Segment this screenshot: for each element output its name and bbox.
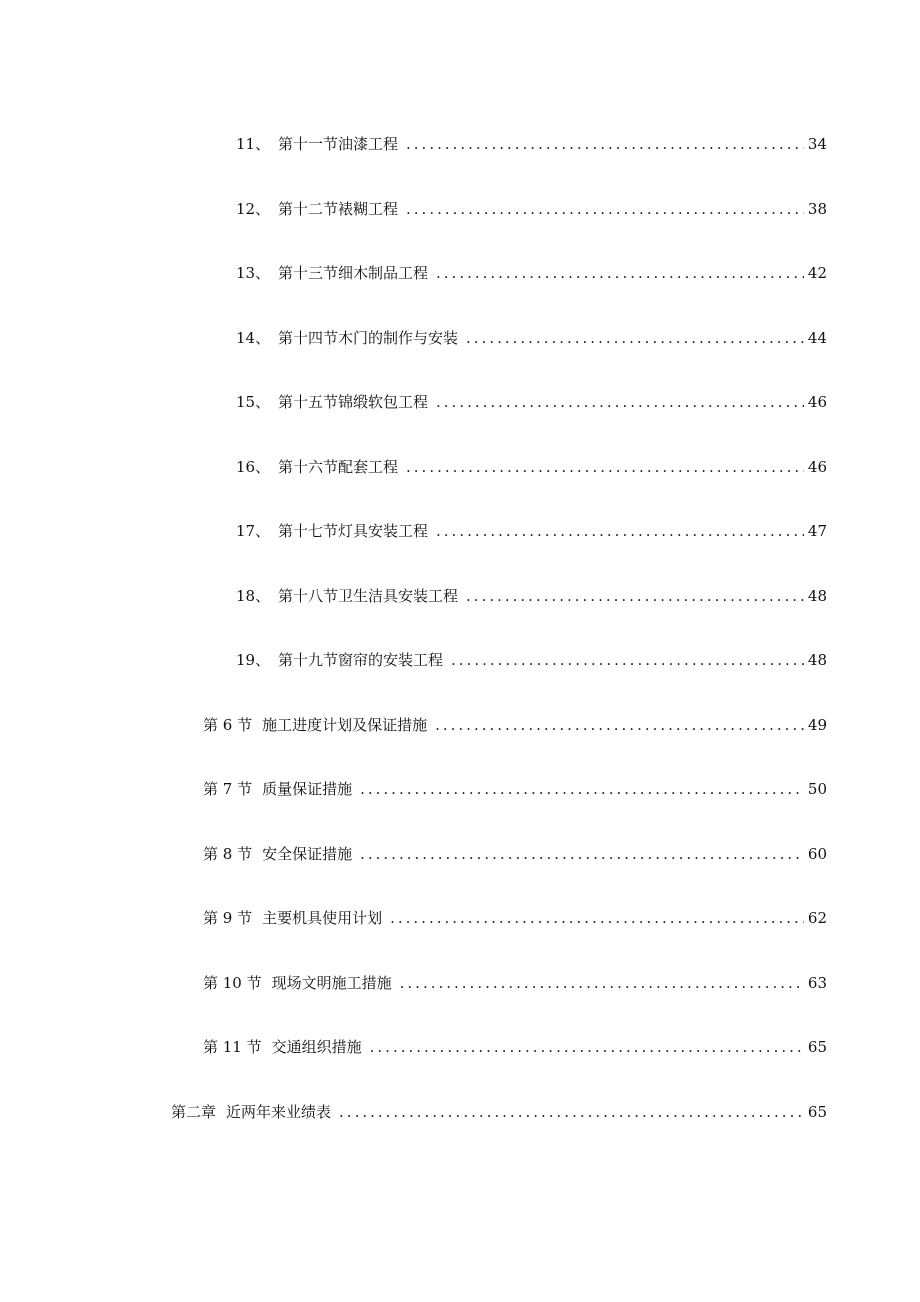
entry-title: 现场文明施工措施	[271, 974, 392, 992]
entry-title: 第十八节卫生洁具安装工程	[278, 587, 459, 605]
toc-entry[interactable]	[236, 392, 827, 412]
entry-number: 17、	[236, 522, 271, 540]
entry-page-number: 48	[807, 587, 827, 605]
entry-number: 第 6 节	[203, 716, 253, 734]
dot-leader	[466, 586, 804, 606]
toc-entry[interactable]	[203, 1037, 827, 1057]
entry-title: 质量保证措施	[262, 780, 353, 798]
entry-page-number: 38	[807, 200, 827, 218]
entry-page-number: 63	[807, 974, 827, 992]
entry-title: 第十三节细木制品工程	[278, 264, 429, 282]
entry-page-number: 46	[807, 393, 827, 411]
entry-number: 14、	[236, 329, 271, 347]
dot-leader	[466, 328, 804, 348]
entry-title: 第十一节油漆工程	[278, 135, 399, 153]
dot-leader	[339, 1102, 804, 1122]
dot-leader	[360, 844, 804, 864]
toc-entry[interactable]	[236, 199, 827, 219]
toc-entry[interactable]	[203, 715, 827, 735]
entry-page-number: 49	[807, 716, 827, 734]
entry-number: 11、	[236, 135, 271, 153]
entry-number: 第二章	[171, 1103, 217, 1121]
entry-number: 16、	[236, 458, 271, 476]
toc-entry[interactable]	[203, 973, 827, 993]
entry-title: 近两年来业绩表	[226, 1103, 332, 1121]
toc-entry[interactable]	[236, 328, 827, 348]
entry-page-number: 34	[807, 135, 827, 153]
toc-entry[interactable]	[236, 263, 827, 283]
entry-title: 施工进度计划及保证措施	[262, 716, 428, 734]
toc-entry[interactable]	[236, 457, 827, 477]
toc-entry[interactable]	[203, 779, 827, 799]
entry-title: 第十五节锦缎软包工程	[278, 393, 429, 411]
entry-title: 交通组织措施	[271, 1038, 362, 1056]
entry-title: 第十七节灯具安装工程	[278, 522, 429, 540]
entry-number: 第 8 节	[203, 845, 253, 863]
toc-entry[interactable]	[236, 650, 827, 670]
entry-page-number: 62	[807, 909, 827, 927]
entry-number: 第 7 节	[203, 780, 253, 798]
entry-page-number: 42	[807, 264, 827, 282]
entry-page-number: 60	[807, 845, 827, 863]
entry-page-number: 44	[807, 329, 827, 347]
dot-leader	[435, 715, 804, 735]
toc-entry[interactable]	[203, 908, 827, 928]
toc-entry[interactable]	[236, 586, 827, 606]
entry-number: 第 11 节	[203, 1038, 262, 1056]
entry-page-number: 47	[807, 522, 827, 540]
entry-page-number: 65	[807, 1038, 827, 1056]
entry-number: 12、	[236, 200, 271, 218]
entry-page-number: 50	[807, 780, 827, 798]
entry-number: 第 10 节	[203, 974, 262, 992]
entry-number: 18、	[236, 587, 271, 605]
toc-entry[interactable]	[203, 844, 827, 864]
dot-leader	[436, 521, 804, 541]
entry-title: 第十九节窗帘的安装工程	[278, 651, 444, 669]
dot-leader	[406, 134, 804, 154]
dot-leader	[360, 779, 804, 799]
dot-leader	[390, 908, 804, 928]
toc-entry[interactable]	[171, 1102, 827, 1122]
entry-page-number: 46	[807, 458, 827, 476]
entry-page-number: 48	[807, 651, 827, 669]
entry-title: 安全保证措施	[262, 845, 353, 863]
entry-number: 第 9 节	[203, 909, 253, 927]
dot-leader	[406, 457, 804, 477]
entry-number: 13、	[236, 264, 271, 282]
entry-title: 第十六节配套工程	[278, 458, 399, 476]
entry-page-number: 65	[807, 1103, 827, 1121]
entry-title: 第十四节木门的制作与安装	[278, 329, 459, 347]
entry-number: 15、	[236, 393, 271, 411]
dot-leader	[406, 199, 804, 219]
entry-title: 主要机具使用计划	[262, 909, 383, 927]
dot-leader	[370, 1037, 804, 1057]
entry-number: 19、	[236, 651, 271, 669]
toc-entry[interactable]	[236, 134, 827, 154]
dot-leader	[436, 263, 804, 283]
dot-leader	[436, 392, 804, 412]
toc-entry[interactable]	[236, 521, 827, 541]
dot-leader	[451, 650, 804, 670]
entry-title: 第十二节裱糊工程	[278, 200, 399, 218]
dot-leader	[400, 973, 804, 993]
